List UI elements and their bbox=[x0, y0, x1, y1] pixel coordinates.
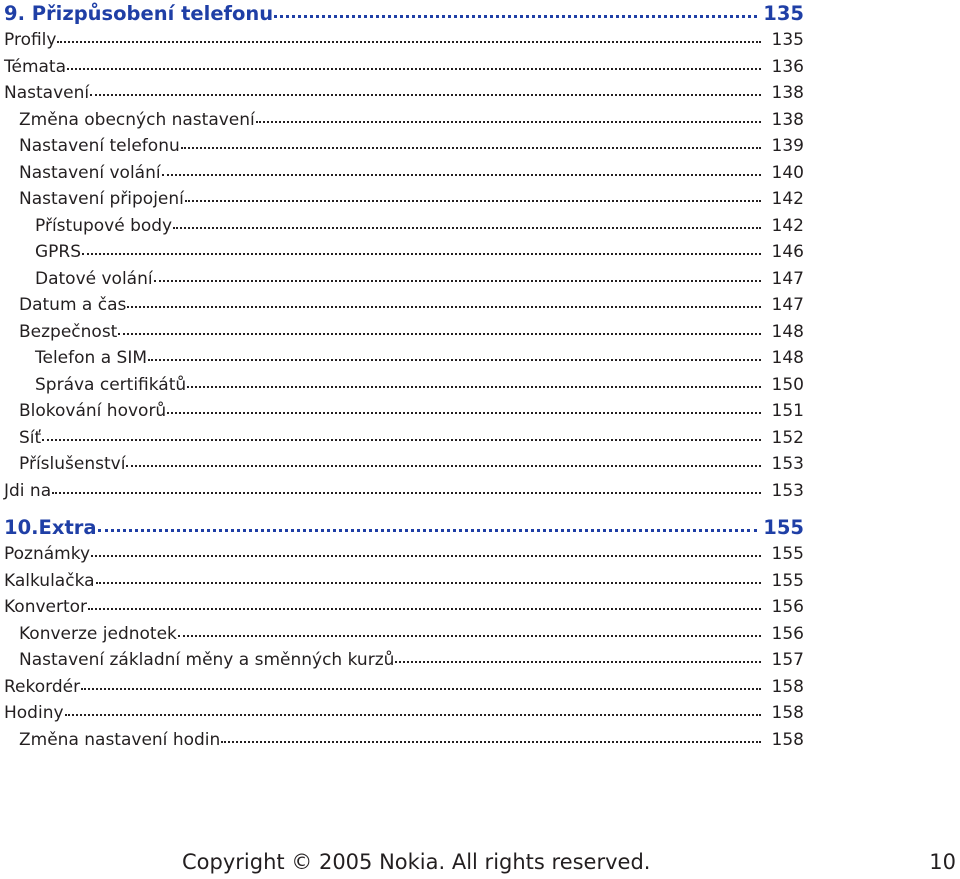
toc-entry-title: Kalkulačka bbox=[4, 570, 95, 591]
toc-section bbox=[4, 0, 804, 504]
toc-entry[interactable] bbox=[4, 319, 804, 346]
toc-entry-title: Konvertor bbox=[4, 597, 88, 617]
toc-entry-title: Nastavení telefonu bbox=[19, 136, 180, 156]
toc-entry-title: Rekordér bbox=[4, 676, 81, 697]
dot-leader bbox=[274, 1, 757, 21]
toc-entry-title: GPRS bbox=[35, 242, 82, 262]
dot-leader bbox=[178, 622, 761, 639]
dot-leader bbox=[91, 542, 761, 559]
toc-entry[interactable] bbox=[4, 239, 804, 266]
toc-entry-page-number: 158 bbox=[771, 676, 804, 697]
dot-leader bbox=[96, 569, 761, 586]
toc-entry[interactable] bbox=[4, 621, 804, 648]
toc-entry[interactable] bbox=[4, 541, 804, 568]
dot-leader bbox=[221, 728, 761, 745]
toc-entry[interactable] bbox=[4, 27, 804, 54]
toc-entry-title: Přístupové body bbox=[35, 215, 173, 236]
toc-entry-title: Hodiny bbox=[4, 703, 64, 723]
toc-entry-page-number: 136 bbox=[771, 56, 804, 77]
toc-entry[interactable] bbox=[4, 425, 804, 452]
dot-leader bbox=[126, 452, 761, 469]
toc-entry-page-number: 147 bbox=[771, 295, 804, 315]
toc-entry-page-number: 158 bbox=[771, 729, 804, 750]
toc-entry-title: Jdi na bbox=[4, 480, 52, 501]
toc-chapter-heading[interactable] bbox=[4, 0, 804, 27]
toc-entry-title: Změna nastavení hodin bbox=[19, 729, 221, 750]
toc-entry-page-number: 156 bbox=[771, 597, 804, 617]
dot-leader bbox=[127, 293, 761, 310]
toc-entry-title: Konverze jednotek bbox=[19, 623, 177, 644]
toc-entry-title: Profily bbox=[4, 30, 57, 50]
toc-entry-page-number: 156 bbox=[771, 623, 804, 644]
dot-leader bbox=[181, 134, 761, 151]
dot-leader bbox=[173, 214, 761, 231]
toc-entry-title: Nastavení volání bbox=[19, 162, 161, 183]
toc-entry[interactable] bbox=[4, 727, 804, 754]
toc-entry[interactable] bbox=[4, 80, 804, 107]
dot-leader bbox=[256, 108, 761, 125]
toc-entry[interactable] bbox=[4, 186, 804, 213]
dot-leader bbox=[154, 267, 761, 284]
toc-entry-title: Bezpečnost bbox=[19, 321, 118, 342]
toc-entry-page-number: 142 bbox=[771, 215, 804, 236]
toc-entry-title: Nastavení bbox=[4, 83, 90, 103]
toc-entry-page-number: 155 bbox=[771, 570, 804, 591]
toc-entry-title: Síť bbox=[19, 427, 42, 448]
toc-entry-title: Telefon a SIM bbox=[35, 348, 147, 368]
toc-entry-page-number: 148 bbox=[771, 321, 804, 342]
toc-entry-page-number: 138 bbox=[771, 109, 804, 130]
toc-entry[interactable] bbox=[4, 107, 804, 134]
toc-entry[interactable] bbox=[4, 647, 804, 674]
toc-entry[interactable] bbox=[4, 266, 804, 293]
toc-entry-title: Blokování hovorů bbox=[19, 401, 167, 421]
copyright-notice: Copyright © 2005 Nokia. All rights reserved. bbox=[182, 850, 651, 874]
toc-entry[interactable] bbox=[4, 478, 804, 505]
dot-leader bbox=[118, 320, 761, 337]
chapter-title: 10.Extra bbox=[4, 516, 97, 539]
dot-leader bbox=[81, 675, 761, 692]
dot-leader bbox=[395, 648, 761, 665]
dot-leader bbox=[65, 701, 761, 718]
dot-leader bbox=[52, 479, 761, 496]
page-number: 10 bbox=[929, 850, 956, 874]
toc-entry-page-number: 153 bbox=[771, 480, 804, 501]
chapter-page-number: 155 bbox=[763, 516, 804, 539]
toc-entry-title: Příslušenství bbox=[19, 454, 126, 474]
toc-entry[interactable] bbox=[4, 160, 804, 187]
dot-leader bbox=[90, 81, 761, 98]
toc-entry-title: Datum a čas bbox=[19, 295, 127, 315]
dot-leader bbox=[67, 55, 761, 72]
dot-leader bbox=[185, 187, 761, 204]
toc-entry-page-number: 158 bbox=[771, 703, 804, 723]
toc-entry-page-number: 148 bbox=[771, 348, 804, 368]
toc-entry-page-number: 157 bbox=[771, 650, 804, 670]
chapter-page-number: 135 bbox=[763, 2, 804, 25]
dot-leader bbox=[167, 399, 761, 416]
toc-entry-page-number: 153 bbox=[771, 454, 804, 474]
toc-entry-title: Datové volání bbox=[35, 268, 153, 289]
toc-entry[interactable] bbox=[4, 54, 804, 81]
dot-leader bbox=[148, 346, 761, 363]
toc-entry[interactable] bbox=[4, 292, 804, 319]
dot-leader bbox=[98, 515, 757, 535]
toc-entry[interactable] bbox=[4, 345, 804, 372]
toc-entry-page-number: 151 bbox=[771, 401, 804, 421]
toc-entry[interactable] bbox=[4, 213, 804, 240]
toc-entry-page-number: 135 bbox=[771, 30, 804, 50]
toc-entry-page-number: 142 bbox=[771, 189, 804, 209]
toc-entry-page-number: 150 bbox=[771, 374, 804, 395]
toc-entry[interactable] bbox=[4, 398, 804, 425]
toc-entry-title: Správa certifikátů bbox=[35, 374, 187, 395]
toc-entry-page-number: 139 bbox=[771, 136, 804, 156]
dot-leader bbox=[187, 373, 761, 390]
toc-entry-title: Nastavení připojení bbox=[19, 189, 184, 209]
toc-entry-page-number: 146 bbox=[771, 242, 804, 262]
toc-entry-title: Změna obecných nastavení bbox=[19, 109, 255, 130]
table-of-contents bbox=[4, 0, 804, 753]
toc-entry-title: Poznámky bbox=[4, 544, 91, 564]
toc-entry-page-number: 147 bbox=[771, 268, 804, 289]
toc-entry[interactable] bbox=[4, 594, 804, 621]
toc-chapter-heading[interactable] bbox=[4, 514, 804, 541]
dot-leader bbox=[42, 426, 761, 443]
dot-leader bbox=[57, 28, 761, 45]
toc-entry[interactable] bbox=[4, 674, 804, 701]
toc-entry-page-number: 155 bbox=[771, 544, 804, 564]
toc-entry[interactable] bbox=[4, 133, 804, 160]
toc-entry-title: Nastavení základní měny a směnných kurzů bbox=[19, 650, 395, 670]
toc-section bbox=[4, 514, 804, 753]
dot-leader bbox=[88, 595, 761, 612]
dot-leader bbox=[162, 161, 761, 178]
toc-entry[interactable] bbox=[4, 700, 804, 727]
chapter-title: 9. Přizpůsobení telefonu bbox=[4, 2, 274, 25]
dot-leader bbox=[82, 240, 761, 257]
toc-entry-title: Témata bbox=[4, 56, 67, 77]
toc-entry-page-number: 152 bbox=[771, 427, 804, 448]
toc-entry-page-number: 138 bbox=[771, 83, 804, 103]
page-footer bbox=[0, 846, 960, 878]
toc-entry[interactable] bbox=[4, 372, 804, 399]
toc-entry[interactable] bbox=[4, 568, 804, 595]
toc-entry-page-number: 140 bbox=[771, 162, 804, 183]
toc-entry[interactable] bbox=[4, 451, 804, 478]
